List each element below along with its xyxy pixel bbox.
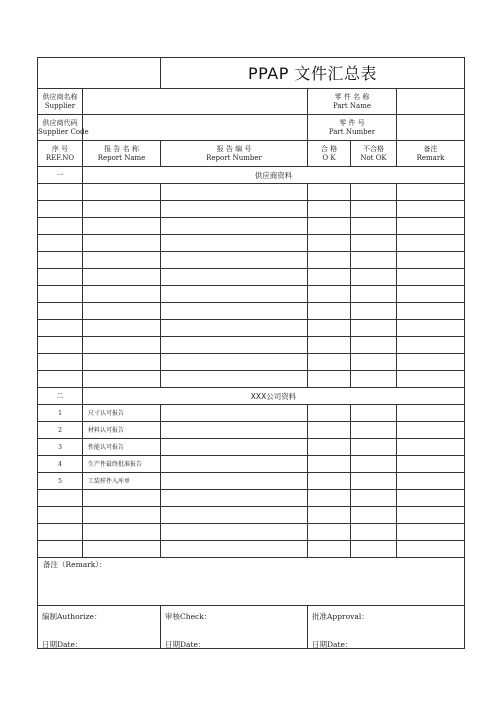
col-report-number: [161, 141, 308, 167]
table-cell[interactable]: [83, 235, 161, 252]
table-cell[interactable]: [351, 422, 397, 439]
table-cell[interactable]: [38, 354, 83, 371]
table-cell[interactable]: [161, 524, 308, 541]
table-cell[interactable]: [38, 490, 83, 507]
col-label-cn: 序 号: [51, 144, 69, 153]
table-cell[interactable]: [351, 490, 397, 507]
table-cell[interactable]: [308, 490, 351, 507]
table-cell[interactable]: [38, 235, 83, 252]
supplier-code-label-cn: 供应商代码: [42, 118, 78, 127]
table-row: [38, 201, 465, 218]
table-row: [38, 490, 465, 507]
table-cell[interactable]: [83, 201, 161, 218]
table-cell[interactable]: [38, 337, 83, 354]
table-cell[interactable]: [397, 354, 465, 371]
table-cell[interactable]: [351, 252, 397, 269]
table-cell[interactable]: [83, 218, 161, 235]
table-cell[interactable]: [83, 320, 161, 337]
table-row: [38, 218, 465, 235]
table-cell[interactable]: [397, 218, 465, 235]
col-label-en: Report Number: [206, 153, 262, 162]
table-cell[interactable]: [38, 541, 83, 558]
table-cell[interactable]: [351, 473, 397, 490]
col-report-name: [83, 141, 161, 167]
table-cell[interactable]: [83, 541, 161, 558]
table-cell[interactable]: [308, 524, 351, 541]
section1-title: 供应商资料: [83, 167, 465, 184]
table-cell[interactable]: [38, 218, 83, 235]
table-cell[interactable]: [83, 524, 161, 541]
check-label: 审核Check：: [165, 612, 212, 621]
table-cell[interactable]: [351, 541, 397, 558]
table-cell[interactable]: [161, 286, 308, 303]
item-report-name: 性能认可报告: [83, 439, 161, 456]
table-cell[interactable]: [351, 371, 397, 388]
table-cell[interactable]: [308, 422, 351, 439]
table-cell[interactable]: [161, 405, 308, 422]
table-cell[interactable]: [161, 541, 308, 558]
table-cell[interactable]: [308, 507, 351, 524]
part-number-label: [308, 115, 397, 141]
table-row: [38, 405, 465, 422]
table-cell[interactable]: [308, 439, 351, 456]
table-cell[interactable]: [397, 201, 465, 218]
table-cell[interactable]: [83, 286, 161, 303]
col-label-cn: 报 告 名 称: [104, 144, 139, 153]
item-no: 1: [38, 405, 83, 422]
table-cell[interactable]: [397, 371, 465, 388]
table-cell[interactable]: [161, 354, 308, 371]
table-cell[interactable]: [397, 490, 465, 507]
supplier-label: [38, 89, 83, 115]
table-cell[interactable]: [351, 303, 397, 320]
part-name-value[interactable]: [397, 89, 465, 115]
table-cell[interactable]: [397, 439, 465, 456]
table-cell[interactable]: [397, 303, 465, 320]
table-row: [38, 303, 465, 320]
table-row: [38, 439, 465, 456]
table-cell[interactable]: [351, 218, 397, 235]
section2-title: XXX公司资料: [83, 388, 465, 405]
col-not-ok: [351, 141, 397, 167]
supplier-code-label: [38, 115, 89, 141]
approval-date-label: 日期Date：: [312, 640, 353, 649]
approval-cell[interactable]: [308, 606, 465, 649]
ppap-summary-form: [37, 57, 464, 649]
table-row: [38, 473, 465, 490]
table-cell[interactable]: [83, 252, 161, 269]
table-cell[interactable]: [38, 303, 83, 320]
table-cell[interactable]: [351, 405, 397, 422]
authorize-date-label: 日期Date：: [42, 640, 83, 649]
table-cell[interactable]: [161, 218, 308, 235]
table-cell[interactable]: [351, 507, 397, 524]
part-name-label-cn: 零 件 名 称: [334, 92, 370, 101]
table-cell[interactable]: [161, 184, 308, 201]
table-cell[interactable]: [161, 201, 308, 218]
table-cell[interactable]: [351, 320, 397, 337]
table-cell[interactable]: [351, 269, 397, 286]
col-label-en: O K: [322, 153, 336, 162]
table-cell[interactable]: [83, 354, 161, 371]
table-cell[interactable]: [83, 490, 161, 507]
table-cell[interactable]: [308, 235, 351, 252]
table-cell[interactable]: [351, 456, 397, 473]
column-header-row: [38, 141, 465, 167]
table-cell[interactable]: [161, 473, 308, 490]
table-cell[interactable]: [397, 456, 465, 473]
table-row: [38, 269, 465, 286]
supplier-code-label-en: Supplier Code: [38, 127, 89, 136]
remark-row: [38, 558, 465, 606]
remark-label: 备注（Remark）：: [43, 560, 107, 569]
table-cell[interactable]: [308, 252, 351, 269]
table-row: [38, 354, 465, 371]
table-cell[interactable]: [308, 541, 351, 558]
table-cell[interactable]: [38, 507, 83, 524]
table-cell[interactable]: [397, 405, 465, 422]
table-cell[interactable]: [161, 320, 308, 337]
col-label-en: Report Name: [97, 153, 146, 162]
table-cell[interactable]: [308, 201, 351, 218]
item-report-name: 工装样件入库单: [83, 473, 161, 490]
signature-row: [38, 606, 465, 649]
part-name-label: [308, 89, 397, 115]
table-cell[interactable]: [397, 235, 465, 252]
table-cell[interactable]: [397, 524, 465, 541]
table-cell[interactable]: [38, 269, 83, 286]
table-cell[interactable]: [397, 252, 465, 269]
table-cell[interactable]: [161, 456, 308, 473]
col-ref-no: [38, 141, 83, 167]
table-cell[interactable]: [161, 439, 308, 456]
table-cell[interactable]: [397, 422, 465, 439]
table-cell[interactable]: [308, 405, 351, 422]
table-cell[interactable]: [308, 371, 351, 388]
table-cell[interactable]: [397, 269, 465, 286]
table-row: [38, 286, 465, 303]
item-no: 2: [38, 422, 83, 439]
item-report-name: 尺寸认可报告: [83, 405, 161, 422]
authorize-label: 编制Authorize：: [42, 612, 102, 621]
table-cell[interactable]: [397, 541, 465, 558]
table-row: [38, 371, 465, 388]
table-cell[interactable]: [351, 354, 397, 371]
table-cell[interactable]: [397, 337, 465, 354]
table-cell[interactable]: [38, 371, 83, 388]
table-cell[interactable]: [397, 320, 465, 337]
table-cell[interactable]: [161, 303, 308, 320]
table-cell[interactable]: [38, 286, 83, 303]
table-cell[interactable]: [308, 354, 351, 371]
col-label-cn: 备注: [423, 144, 438, 153]
table-cell[interactable]: [161, 337, 308, 354]
table-cell[interactable]: [161, 252, 308, 269]
part-number-label-en: Part Number: [328, 127, 376, 136]
table-cell[interactable]: [161, 371, 308, 388]
form-table: [37, 57, 465, 649]
table-cell[interactable]: [161, 507, 308, 524]
table-cell[interactable]: [83, 269, 161, 286]
part-number-label-cn: 零 件 号: [339, 118, 365, 127]
table-cell[interactable]: [161, 269, 308, 286]
item-no: 4: [38, 456, 83, 473]
table-cell[interactable]: [308, 303, 351, 320]
table-cell[interactable]: [308, 456, 351, 473]
section2-header-row: [38, 388, 465, 405]
table-cell[interactable]: [308, 269, 351, 286]
table-cell[interactable]: [397, 473, 465, 490]
table-cell[interactable]: [351, 184, 397, 201]
section2-rows: [38, 405, 465, 558]
table-row: [38, 507, 465, 524]
table-cell[interactable]: [351, 524, 397, 541]
table-row: [38, 541, 465, 558]
check-cell[interactable]: [161, 606, 308, 649]
col-label-en: REF.NO: [45, 153, 75, 162]
col-label-cn: 合 格: [320, 144, 338, 153]
table-row: [38, 184, 465, 201]
table-cell[interactable]: [83, 337, 161, 354]
section1-header-row: [38, 167, 465, 184]
supplier-label-en: Supplier: [44, 101, 76, 110]
table-row: [38, 422, 465, 439]
table-cell[interactable]: [83, 507, 161, 524]
remark-area[interactable]: [38, 558, 465, 606]
section1-no: 一: [38, 167, 83, 184]
table-row: [38, 235, 465, 252]
col-label-cn: 报 告 编 号: [216, 144, 252, 153]
part-name-label-en: Part Name: [332, 101, 372, 110]
part-number-value[interactable]: [397, 115, 465, 141]
table-cell[interactable]: [83, 184, 161, 201]
col-label-en: Remark: [416, 153, 445, 162]
table-row: [38, 456, 465, 473]
table-cell[interactable]: [38, 320, 83, 337]
table-cell[interactable]: [38, 201, 83, 218]
item-report-name: 材料认可报告: [83, 422, 161, 439]
table-cell[interactable]: [308, 337, 351, 354]
section2-no: 二: [38, 388, 83, 405]
table-cell[interactable]: [161, 490, 308, 507]
table-cell[interactable]: [308, 218, 351, 235]
section1-rows: [38, 184, 465, 388]
col-label-cn: 不合格: [363, 144, 384, 153]
table-cell[interactable]: [351, 235, 397, 252]
table-cell[interactable]: [38, 524, 83, 541]
table-row: [38, 320, 465, 337]
approval-label: 批准Approval：: [312, 612, 369, 621]
supplier-label-cn: 供应商名称: [42, 92, 78, 101]
table-cell[interactable]: [308, 320, 351, 337]
table-cell[interactable]: [308, 473, 351, 490]
table-cell[interactable]: [38, 184, 83, 201]
table-cell[interactable]: [351, 286, 397, 303]
table-cell[interactable]: [83, 303, 161, 320]
table-cell[interactable]: [161, 235, 308, 252]
col-ok: [308, 141, 351, 167]
table-cell[interactable]: [161, 422, 308, 439]
form-title: PPAP 文件汇总表: [161, 58, 465, 89]
item-no: 5: [38, 473, 83, 490]
authorize-cell[interactable]: [38, 606, 161, 649]
table-cell[interactable]: [397, 286, 465, 303]
item-no: 3: [38, 439, 83, 456]
table-row: [38, 524, 465, 541]
table-row: [38, 337, 465, 354]
col-remark: [397, 141, 465, 167]
table-cell[interactable]: [351, 337, 397, 354]
supplier-code-value[interactable]: [83, 115, 308, 141]
check-date-label: 日期Date：: [165, 640, 206, 649]
table-cell[interactable]: [308, 286, 351, 303]
col-label-en: Not OK: [360, 153, 387, 162]
supplier-value[interactable]: [83, 89, 308, 115]
table-cell[interactable]: [351, 201, 397, 218]
item-report-name: 生产件最终批准报告: [83, 456, 161, 473]
table-cell[interactable]: [308, 184, 351, 201]
table-cell[interactable]: [351, 439, 397, 456]
table-cell[interactable]: [83, 371, 161, 388]
table-cell[interactable]: [397, 184, 465, 201]
table-cell[interactable]: [38, 252, 83, 269]
title-blank-cell: [38, 58, 161, 89]
table-cell[interactable]: [397, 507, 465, 524]
table-row: [38, 252, 465, 269]
